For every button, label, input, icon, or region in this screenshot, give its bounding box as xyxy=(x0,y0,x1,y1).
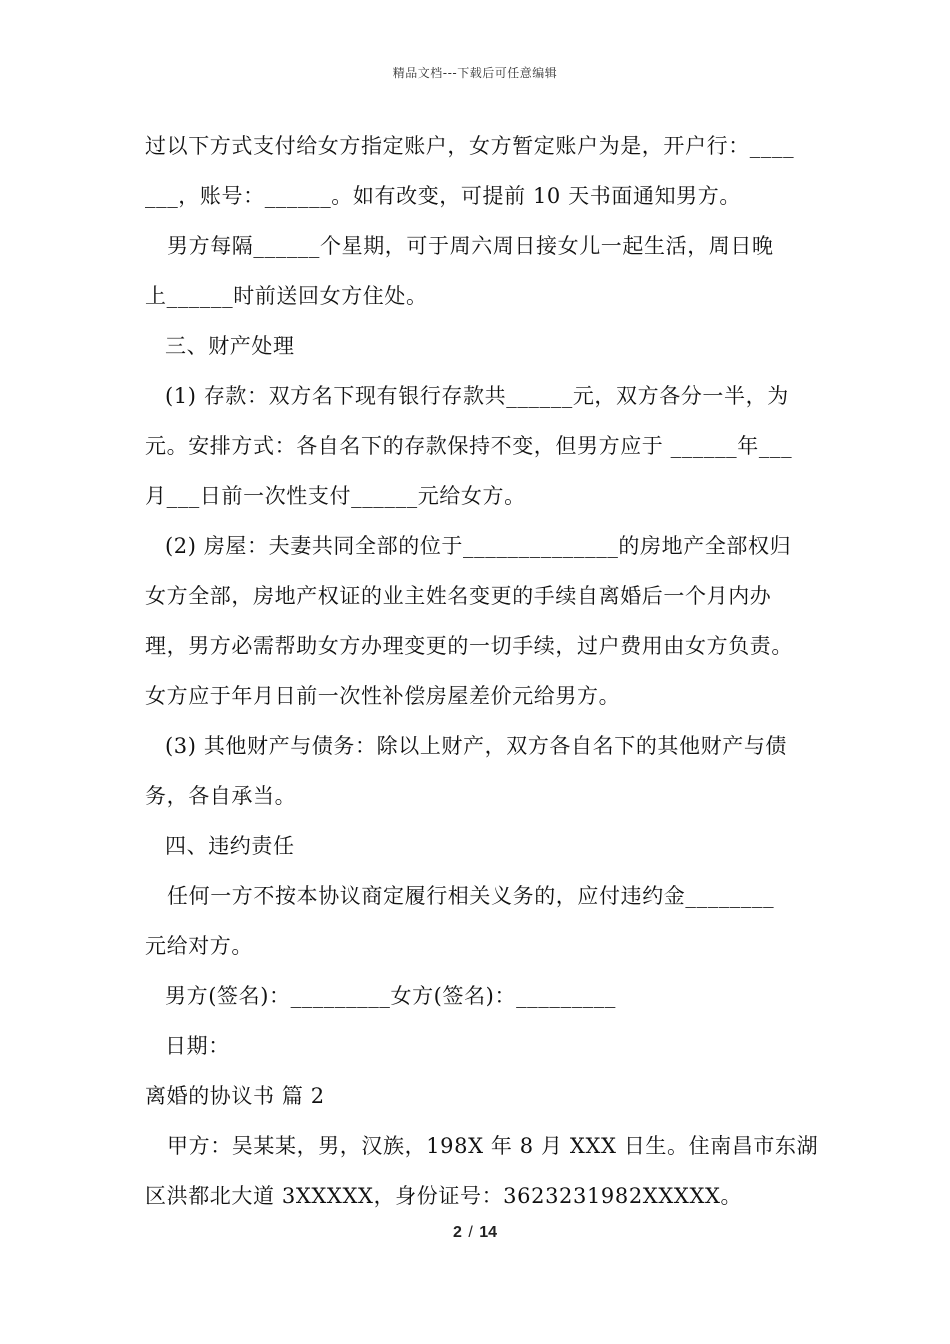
date-line: 日期： xyxy=(165,1034,230,1058)
paragraph-line: (2) 房屋：夫妻共同全部的位于______________的房地产全部权归 xyxy=(165,534,792,558)
total-pages: 14 xyxy=(479,1224,498,1241)
paragraph-line: ___，账号：______。如有改变，可提前 10 天书面通知男方。 xyxy=(145,184,741,208)
paragraph-line: 女方应于年月日前一次性补偿房屋差价元给男方。 xyxy=(145,684,621,708)
paragraph-line: 任何一方不按本协议商定履行相关义务的，应付违约金________ xyxy=(167,884,775,908)
signature-line: 男方(签名)：_________女方(签名)：_________ xyxy=(165,984,616,1008)
paragraph-line: 上______时前送回女方住处。 xyxy=(145,284,428,308)
paragraph-line: 过以下方式支付给女方指定账户，女方暂定账户为是，开户行：____ xyxy=(145,134,795,158)
paragraph-line: (1) 存款：双方名下现有银行存款共______元，双方各分一半，为 xyxy=(165,384,789,408)
page-separator: / xyxy=(468,1224,473,1241)
paragraph-line: 月___日前一次性支付______元给女方。 xyxy=(145,484,526,508)
paragraph-line: 理，男方必需帮助女方办理变更的一切手续，过户费用由女方负责。 xyxy=(145,634,793,658)
section-heading: 四、违约责任 xyxy=(165,834,295,858)
page-number xyxy=(0,1224,950,1242)
current-page: 2 xyxy=(452,1224,462,1241)
document-subtitle: 离婚的协议书 篇 2 xyxy=(145,1084,325,1108)
paragraph-line: 甲方：吴某某，男，汉族，198X 年 8 月 XXX 日生。住南昌市东湖 xyxy=(167,1134,819,1158)
paragraph-line: 元。安排方式：各自名下的存款保持不变，但男方应于 ______年___ xyxy=(145,434,793,458)
paragraph-line: 男方每隔______个星期，可于周六周日接女儿一起生活，周日晚 xyxy=(167,234,774,258)
paragraph-line: 区洪都北大道 3XXXXX，身份证号：3623231982XXXXX。 xyxy=(145,1184,743,1208)
paragraph-line: (3) 其他财产与债务：除以上财产，双方各自名下的其他财产与债 xyxy=(165,734,788,758)
document-body xyxy=(145,126,819,1226)
paragraph-line: 元给对方。 xyxy=(145,934,253,958)
page-header: 精品文档---下载后可任意编辑 xyxy=(392,66,558,80)
paragraph-line: 女方全部，房地产权证的业主姓名变更的手续自离婚后一个月内办 xyxy=(145,584,772,608)
paragraph-line: 务，各自承当。 xyxy=(145,784,297,808)
section-heading: 三、财产处理 xyxy=(165,334,295,358)
